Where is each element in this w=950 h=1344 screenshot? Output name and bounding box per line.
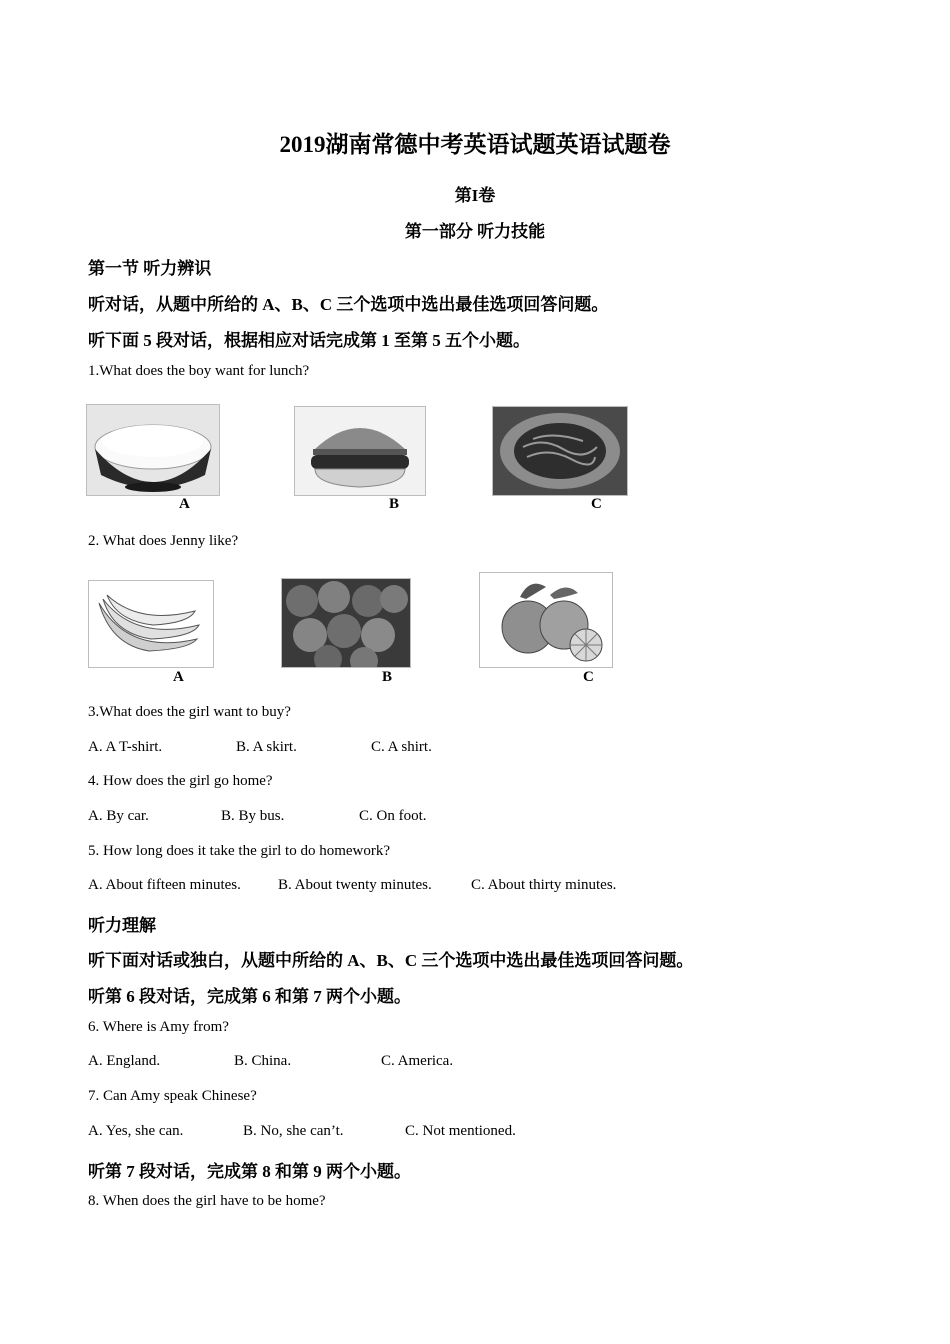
q5-option-a: A. About fifteen minutes. — [88, 877, 241, 893]
q3-option-a: A. A T-shirt. — [88, 739, 163, 755]
q7-option-b: B. No, she can’t. — [243, 1123, 344, 1139]
q6-option-a: A. England. — [88, 1053, 161, 1069]
oranges-icon — [479, 572, 613, 668]
question-3-text: 3.What does the girl want to buy? — [88, 704, 291, 720]
q1-option-label-a: A — [179, 496, 190, 512]
q2-option-label-c: C — [583, 669, 594, 685]
question-6-text: 6. Where is Amy from? — [88, 1019, 229, 1035]
q7-option-a: A. Yes, she can. — [88, 1123, 184, 1139]
q1-option-label-b: B — [389, 496, 400, 512]
bananas-icon — [88, 580, 214, 668]
section1-instruction-1: 听对话，从题中所给的 A、B、C 三个选项中选出最佳选项回答问题。 — [88, 295, 609, 314]
q4-option-b: B. By bus. — [221, 808, 285, 824]
question-1-text: 1.What does the boy want for lunch? — [88, 363, 310, 379]
section1-instruction-2: 听下面 5 段对话，根据相应对话完成第 1 至第 5 五个小题。 — [88, 331, 530, 350]
q4-option-a: A. By car. — [88, 808, 149, 824]
q4-option-c: C. On foot. — [359, 808, 427, 824]
hamburger-icon — [294, 406, 426, 496]
section2-instruction-1: 听下面对话或独白，从题中所给的 A、B、C 三个选项中选出最佳选项回答问题。 — [88, 951, 694, 970]
question-5-text: 5. How long does it take the girl to do homework? — [88, 843, 391, 859]
section2-heading: 听力理解 — [88, 916, 156, 935]
q2-option-label-a: A — [173, 669, 184, 685]
q3-option-b: B. A skirt. — [236, 739, 297, 755]
noodles-icon — [492, 406, 628, 496]
q6-option-b: B. China. — [234, 1053, 292, 1069]
q7-option-c: C. Not mentioned. — [405, 1123, 516, 1139]
section1-heading: 第一节 听力辨识 — [88, 259, 212, 278]
question-4-text: 4. How does the girl go home? — [88, 773, 273, 789]
question-2-text: 2. What does Jenny like? — [88, 533, 239, 549]
q5-option-b: B. About twenty minutes. — [278, 877, 432, 893]
question-7-text: 7. Can Amy speak Chinese? — [88, 1088, 257, 1104]
q6-option-c: C. America. — [381, 1053, 454, 1069]
q1-option-label-c: C — [591, 496, 602, 512]
strawberries-icon — [281, 578, 411, 668]
section2-instruction-3: 听第 7 段对话，完成第 8 和第 9 两个小题。 — [88, 1162, 411, 1181]
part-heading: 第一部分 听力技能 — [404, 222, 546, 241]
section2-instruction-2: 听第 6 段对话，完成第 6 和第 7 两个小题。 — [88, 987, 411, 1006]
page-title: 2019湖南常德中考英语试题英语试题卷 — [279, 132, 671, 157]
q2-option-label-b: B — [382, 669, 393, 685]
q3-option-c: C. A shirt. — [371, 739, 432, 755]
rice-bowl-icon — [86, 404, 220, 496]
volume-heading: 第I卷 — [454, 186, 496, 205]
question-8-text: 8. When does the girl have to be home? — [88, 1193, 326, 1209]
q5-option-c: C. About thirty minutes. — [471, 877, 617, 893]
